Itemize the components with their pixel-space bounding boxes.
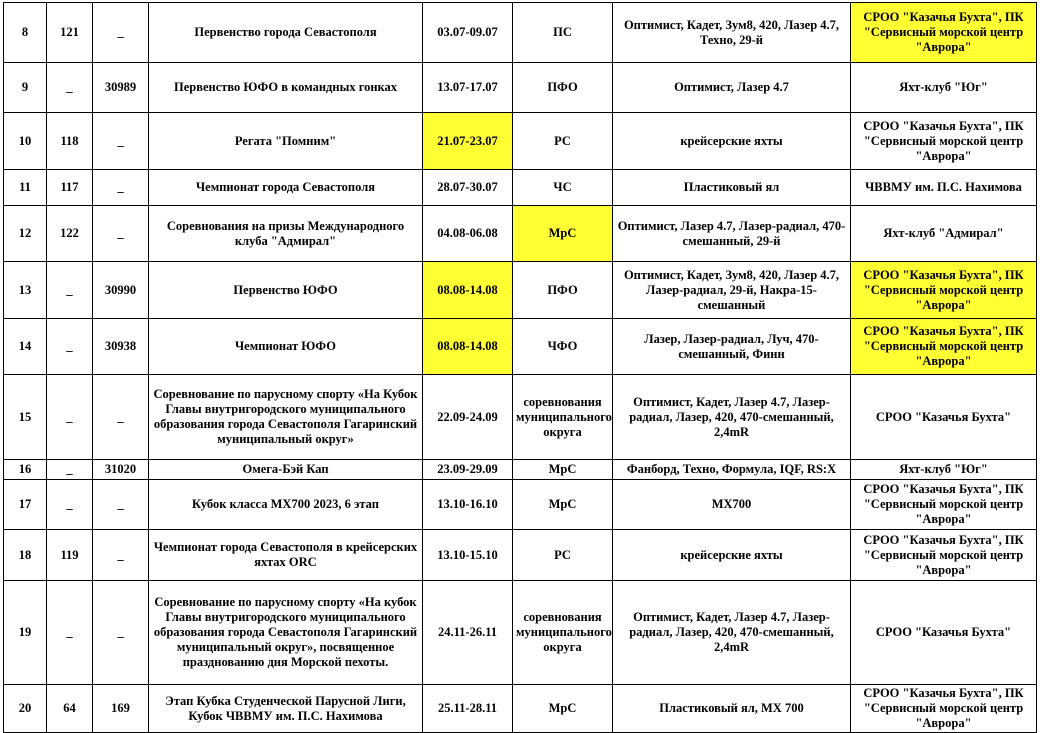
table-row <box>4 63 1037 113</box>
status-cell: ПС <box>513 3 613 63</box>
ekp-code-cell: 30989 <box>93 63 149 113</box>
boat-classes-cell: Оптимист, Кадет, Лазер 4.7, Лазер-радиал, Лазер, 420, 470-смешанный, 2,4mR <box>613 581 851 685</box>
boat-classes-cell: МХ700 <box>613 480 851 530</box>
row-number: 13 <box>4 262 47 319</box>
status-cell: ПФО <box>513 63 613 113</box>
dates-cell: 13.10-16.10 <box>423 480 513 530</box>
ekp-code-cell: _ <box>93 581 149 685</box>
dates-cell: 22.09-24.09 <box>423 375 513 460</box>
code-cell: _ <box>47 460 93 480</box>
row-number: 12 <box>4 206 47 262</box>
row-number: 10 <box>4 113 47 170</box>
row-number: 16 <box>4 460 47 480</box>
row-number: 19 <box>4 581 47 685</box>
organizer-cell: ЧВВМУ им. П.С. Нахимова <box>851 170 1037 206</box>
status-cell: РС <box>513 530 613 581</box>
code-cell: _ <box>47 480 93 530</box>
boat-classes-cell: Оптимист, Лазер 4.7 <box>613 63 851 113</box>
code-cell: _ <box>47 581 93 685</box>
status-cell: ПФО <box>513 262 613 319</box>
dates-cell: 21.07-23.07 <box>423 113 513 170</box>
dates-cell: 08.08-14.08 <box>423 262 513 319</box>
boat-classes-cell: Пластиковый ял, МХ 700 <box>613 685 851 733</box>
dates-cell: 04.08-06.08 <box>423 206 513 262</box>
row-number: 17 <box>4 480 47 530</box>
table-row <box>4 581 1037 685</box>
status-cell: РС <box>513 113 613 170</box>
event-name-cell: Чемпионат ЮФО <box>149 319 423 375</box>
organizer-cell: СРОО "Казачья Бухта", ПК "Сервисный морской центр "Аврора" <box>851 113 1037 170</box>
organizer-cell: СРОО "Казачья Бухта" <box>851 375 1037 460</box>
code-cell: _ <box>47 319 93 375</box>
table-row <box>4 170 1037 206</box>
table-row <box>4 460 1037 480</box>
row-number: 15 <box>4 375 47 460</box>
code-cell: 122 <box>47 206 93 262</box>
event-name-cell: Омега-Бэй Кап <box>149 460 423 480</box>
row-number: 11 <box>4 170 47 206</box>
boat-classes-cell: Оптимист, Кадет, Зум8, 420, Лазер 4.7, Лазер-радиал, 29-й, Накра-15-смешанный <box>613 262 851 319</box>
boat-classes-cell: крейсерские яхты <box>613 530 851 581</box>
ekp-code-cell: 169 <box>93 685 149 733</box>
boat-classes-cell: Лазер, Лазер-радиал, Луч, 470-смешанный, Финн <box>613 319 851 375</box>
table-row <box>4 480 1037 530</box>
boat-classes-cell: Оптимист, Кадет, Лазер 4.7, Лазер-радиал, Лазер, 420, 470-смешанный, 2,4mR <box>613 375 851 460</box>
row-number: 8 <box>4 3 47 63</box>
table-row <box>4 113 1037 170</box>
boat-classes-cell: Фанборд, Техно, Формула, IQF, RS:X <box>613 460 851 480</box>
table-row <box>4 375 1037 460</box>
organizer-cell: СРОО "Казачья Бухта", ПК "Сервисный морской центр "Аврора" <box>851 530 1037 581</box>
event-name-cell: Чемпионат города Севастополя <box>149 170 423 206</box>
event-name-cell: Этап Кубка Студенческой Парусной Лиги, Кубок ЧВВМУ им. П.С. Нахимова <box>149 685 423 733</box>
table-row <box>4 530 1037 581</box>
boat-classes-cell: Пластиковый ял <box>613 170 851 206</box>
schedule-table <box>3 2 1037 733</box>
boat-classes-cell: Оптимист, Лазер 4.7, Лазер-радиал, 470-смешанный, 29-й <box>613 206 851 262</box>
organizer-cell: СРОО "Казачья Бухта", ПК "Сервисный морской центр "Аврора" <box>851 262 1037 319</box>
row-number: 14 <box>4 319 47 375</box>
code-cell: _ <box>47 375 93 460</box>
organizer-cell: СРОО "Казачья Бухта", ПК "Сервисный морской центр "Аврора" <box>851 685 1037 733</box>
event-name-cell: Соревнования на призы Международного клуба "Адмирал" <box>149 206 423 262</box>
ekp-code-cell: _ <box>93 375 149 460</box>
organizer-cell: Яхт-клуб "Адмирал" <box>851 206 1037 262</box>
code-cell: _ <box>47 262 93 319</box>
ekp-code-cell: _ <box>93 113 149 170</box>
status-cell: соревнования муниципального округа <box>513 375 613 460</box>
event-name-cell: Кубок класса МХ700 2023, 6 этап <box>149 480 423 530</box>
event-name-cell: Соревнование по парусному спорту «На кубок Главы внутригородского муниципального образования города Севастополя Гагаринский муниципальный округ», посвященное празднованию дня Морской пехоты. <box>149 581 423 685</box>
status-cell: ЧФО <box>513 319 613 375</box>
organizer-cell: Яхт-клуб "Юг" <box>851 460 1037 480</box>
row-number: 20 <box>4 685 47 733</box>
code-cell: 119 <box>47 530 93 581</box>
dates-cell: 25.11-28.11 <box>423 685 513 733</box>
status-cell: МрС <box>513 206 613 262</box>
table-row <box>4 3 1037 63</box>
table-row <box>4 319 1037 375</box>
event-name-cell: Первенство города Севастополя <box>149 3 423 63</box>
ekp-code-cell: _ <box>93 3 149 63</box>
organizer-cell: СРОО "Казачья Бухта", ПК "Сервисный морской центр "Аврора" <box>851 3 1037 63</box>
table-row <box>4 685 1037 733</box>
ekp-code-cell: _ <box>93 480 149 530</box>
ekp-code-cell: 30990 <box>93 262 149 319</box>
schedule-body <box>4 3 1037 733</box>
event-name-cell: Соревнование по парусному спорту «На Кубок Главы внутригородского муниципального образования города Севастополя Гагаринский муниципальный округ» <box>149 375 423 460</box>
table-row <box>4 262 1037 319</box>
status-cell: МрС <box>513 460 613 480</box>
dates-cell: 24.11-26.11 <box>423 581 513 685</box>
organizer-cell: СРОО "Казачья Бухта", ПК "Сервисный морской центр "Аврора" <box>851 319 1037 375</box>
ekp-code-cell: _ <box>93 170 149 206</box>
dates-cell: 03.07-09.07 <box>423 3 513 63</box>
status-cell: соревнования муниципального округа <box>513 581 613 685</box>
code-cell: 64 <box>47 685 93 733</box>
code-cell: _ <box>47 63 93 113</box>
organizer-cell: СРОО "Казачья Бухта" <box>851 581 1037 685</box>
ekp-code-cell: _ <box>93 206 149 262</box>
ekp-code-cell: 31020 <box>93 460 149 480</box>
code-cell: 118 <box>47 113 93 170</box>
organizer-cell: СРОО "Казачья Бухта", ПК "Сервисный морской центр "Аврора" <box>851 480 1037 530</box>
ekp-code-cell: 30938 <box>93 319 149 375</box>
event-name-cell: Первенство ЮФО <box>149 262 423 319</box>
event-name-cell: Регата "Помним" <box>149 113 423 170</box>
table-row <box>4 206 1037 262</box>
boat-classes-cell: крейсерские яхты <box>613 113 851 170</box>
boat-classes-cell: Оптимист, Кадет, Зум8, 420, Лазер 4.7, Техно, 29-й <box>613 3 851 63</box>
code-cell: 121 <box>47 3 93 63</box>
dates-cell: 28.07-30.07 <box>423 170 513 206</box>
dates-cell: 08.08-14.08 <box>423 319 513 375</box>
status-cell: МрС <box>513 480 613 530</box>
event-name-cell: Чемпионат города Севастополя в крейсерских яхтах ORC <box>149 530 423 581</box>
organizer-cell: Яхт-клуб "Юг" <box>851 63 1037 113</box>
status-cell: МрС <box>513 685 613 733</box>
status-cell: ЧС <box>513 170 613 206</box>
event-name-cell: Первенство ЮФО в командных гонках <box>149 63 423 113</box>
row-number: 9 <box>4 63 47 113</box>
dates-cell: 13.07-17.07 <box>423 63 513 113</box>
dates-cell: 13.10-15.10 <box>423 530 513 581</box>
ekp-code-cell: _ <box>93 530 149 581</box>
code-cell: 117 <box>47 170 93 206</box>
dates-cell: 23.09-29.09 <box>423 460 513 480</box>
row-number: 18 <box>4 530 47 581</box>
